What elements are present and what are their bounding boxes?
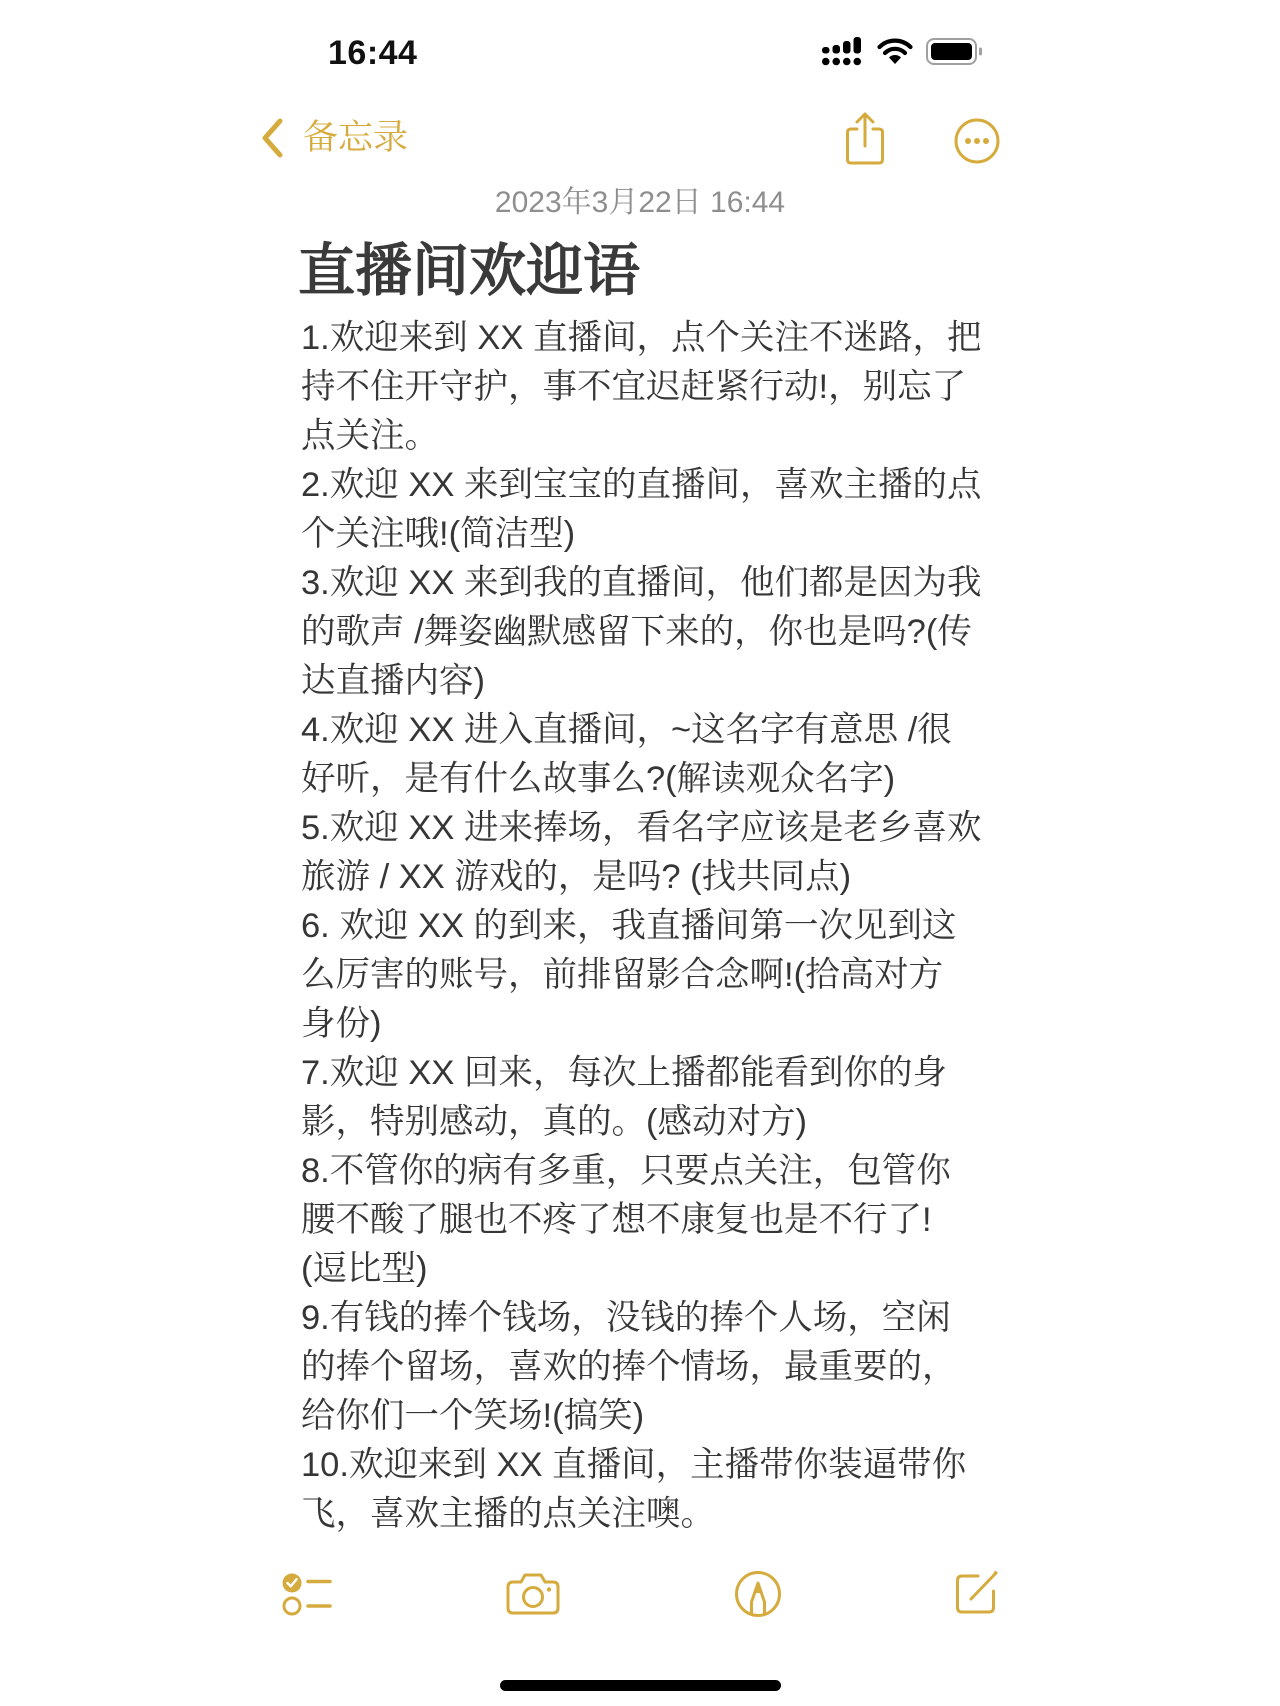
note-line: 1.欢迎来到 XX 直播间，点个关注不迷路，把	[301, 319, 982, 357]
back-button[interactable]	[258, 112, 408, 164]
note-line: 个关注哦!(简洁型)	[301, 515, 576, 553]
note-line: 旅游 / XX 游戏的，是吗? (找共同点)	[301, 858, 852, 896]
note-line: 3.欢迎 XX 来到我的直播间，他们都是因为我	[301, 564, 982, 602]
signal-icon	[822, 37, 864, 66]
checklist-icon	[281, 1572, 333, 1618]
note-date: 2023年3月22日 16:44	[494, 186, 786, 219]
note-line: 持不住开守护，事不宜迟赶紧行动!，别忘了	[301, 368, 967, 406]
chevron-left-icon	[258, 116, 286, 160]
markup-pen-icon	[733, 1570, 783, 1618]
note-line: 8.不管你的病有多重，只要点关注，包管你	[301, 1152, 951, 1190]
ellipsis-circle-icon	[953, 117, 1001, 165]
share-button[interactable]	[843, 110, 887, 166]
list-item	[301, 1441, 1018, 1539]
list-item	[301, 559, 1018, 706]
checklist-button[interactable]	[281, 1572, 333, 1618]
note-line: 2.欢迎 XX 来到宝宝的直播间，喜欢主播的点	[301, 466, 982, 504]
list-item	[301, 1294, 1018, 1441]
compose-button[interactable]	[953, 1568, 1001, 1616]
note-line: 7.欢迎 XX 回来，每次上播都能看到你的身	[301, 1054, 947, 1092]
note-line: 5.欢迎 XX 进来捧场，看名字应该是老乡喜欢	[301, 809, 982, 847]
list-item	[301, 706, 1018, 804]
list-item	[301, 461, 1018, 559]
compose-icon	[953, 1568, 1001, 1616]
home-indicator[interactable]	[500, 1680, 781, 1691]
note-line: 6. 欢迎 XX 的到来，我直播间第一次见到这	[301, 907, 957, 945]
markup-button[interactable]	[733, 1570, 783, 1618]
note-line: (逗比型)	[301, 1250, 428, 1288]
note-line: 10.欢迎来到 XX 直播间，主播带你装逼带你	[301, 1446, 967, 1484]
note-line: 达直播内容)	[301, 662, 485, 700]
note-line: 给你们一个笑场!(搞笑)	[301, 1397, 645, 1435]
list-item	[301, 1049, 1018, 1147]
wifi-icon	[877, 38, 913, 65]
note-body	[301, 314, 1018, 1539]
back-label: 备忘录	[303, 118, 409, 157]
note-line: 飞，喜欢主播的点关注噢。	[301, 1495, 715, 1533]
camera-button[interactable]	[504, 1570, 562, 1616]
list-item	[301, 314, 1018, 461]
note-line: 4.欢迎 XX 进入直播间，~这名字有意思 /很	[301, 711, 952, 749]
battery-icon	[926, 38, 984, 65]
note-line: 影，特别感动，真的。(感动对方)	[301, 1103, 807, 1141]
note-line: 的歌声 /舞姿幽默感留下来的，你也是吗?(传	[301, 613, 972, 651]
note-editor[interactable]	[298, 238, 1018, 1539]
note-line: 9.有钱的捧个钱场，没钱的捧个人场，空闲	[301, 1299, 951, 1337]
list-item	[301, 1147, 1018, 1294]
list-item	[301, 902, 1018, 1049]
note-line: 好听，是有什么故事么?(解读观众名字)	[301, 760, 896, 798]
note-title: 直播间欢迎语	[298, 239, 640, 303]
more-button[interactable]	[953, 117, 1001, 165]
camera-icon	[504, 1570, 562, 1616]
note-line: 身份)	[301, 1005, 382, 1043]
status-time: 16:44	[328, 34, 418, 72]
note-line: 腰不酸了腿也不疼了想不康复也是不行了!	[301, 1201, 932, 1239]
note-line: 的捧个留场，喜欢的捧个情场，最重要的，	[301, 1348, 957, 1386]
share-icon	[843, 110, 887, 166]
note-line: 么厉害的账号，前排留影合念啊!(拾高对方	[301, 956, 944, 994]
list-item	[301, 804, 1018, 902]
note-line: 点关注。	[301, 417, 439, 455]
